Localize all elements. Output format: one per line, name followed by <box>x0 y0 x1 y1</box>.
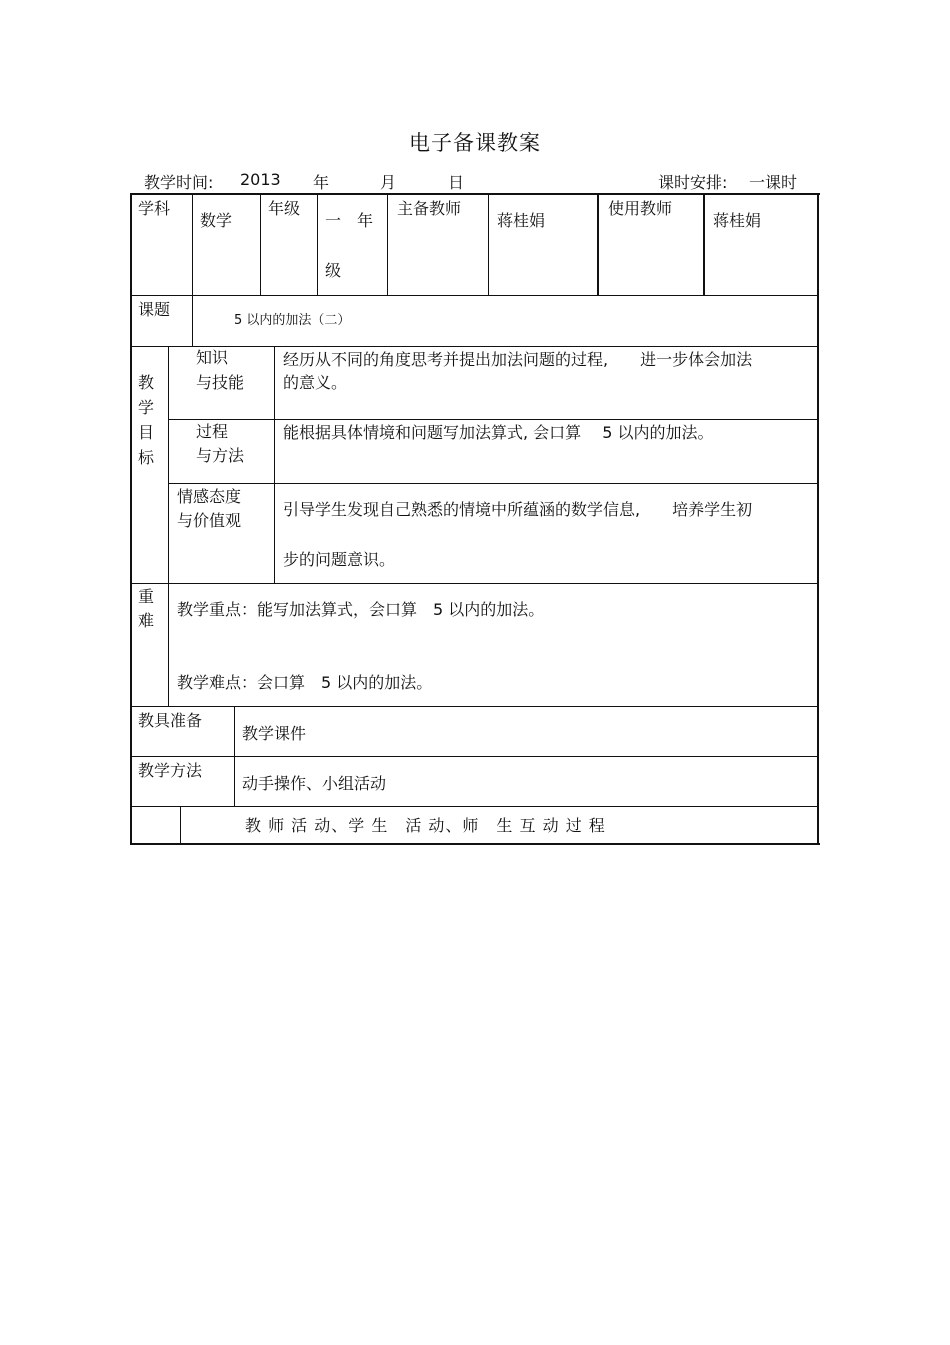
emotion-label-1: 情感态度 <box>177 487 242 506</box>
time-label: 教学时间: <box>144 173 214 192</box>
emotion-text-2: 步的问题意识。 <box>283 550 396 569</box>
grade-value-line1: 一 年 <box>325 211 374 230</box>
grade-label: 年级 <box>268 199 301 218</box>
goals-label-char-1: 教 <box>138 373 155 392</box>
method-label: 教学方法 <box>138 761 203 780</box>
knowledge-text-2: 的意义。 <box>283 373 348 392</box>
year-value: 2013 <box>240 170 281 189</box>
difficult-point-text: 教学难点：会口算 5 以内的加法。 <box>177 673 433 692</box>
key-points-label-2: 难 <box>138 611 155 630</box>
user-teacher-label: 使用教师 <box>608 199 673 218</box>
process-header: 教 师 活 动、学 生 活 动、师 生 互 动 过 程 <box>245 816 606 835</box>
lead-teacher-value: 蒋桂娟 <box>497 211 546 230</box>
knowledge-label-2: 与技能 <box>196 373 245 392</box>
tools-label: 教具准备 <box>138 711 203 730</box>
tools-value: 教学课件 <box>242 724 307 743</box>
knowledge-text-1: 经历从不同的角度思考并提出加法问题的过程, 进一步体会加法 <box>283 350 753 369</box>
emotion-text-1: 引导学生发现自己熟悉的情境中所蕴涵的数学信息, 培养学生初 <box>283 500 753 519</box>
process-label-2: 与方法 <box>196 446 245 465</box>
subject-label: 学科 <box>138 199 171 218</box>
grade-value-line2: 级 <box>325 261 342 280</box>
topic-label: 课题 <box>138 300 171 319</box>
key-points-label-1: 重 <box>138 587 155 606</box>
process-text: 能根据具体情境和问题写加法算式, 会口算 5 以内的加法。 <box>283 423 714 442</box>
key-point-text: 教学重点：能写加法算式，会口算 5 以内的加法。 <box>177 600 545 619</box>
subject-value: 数学 <box>200 211 233 230</box>
method-value: 动手操作、小组活动 <box>242 774 387 793</box>
schedule-label: 课时安排: <box>658 173 728 192</box>
goals-label-char-2: 学 <box>138 398 155 417</box>
emotion-label-2: 与价值观 <box>177 511 242 530</box>
user-teacher-value: 蒋桂娟 <box>713 211 762 230</box>
topic-value: 5 以内的加法（二） <box>234 313 351 328</box>
day-unit: 日 <box>448 173 465 192</box>
lead-teacher-label: 主备教师 <box>397 199 462 218</box>
year-unit: 年 <box>313 173 330 192</box>
process-label-1: 过程 <box>196 422 229 441</box>
goals-label-char-3: 目 <box>138 423 155 442</box>
month-unit: 月 <box>380 173 397 192</box>
knowledge-label-1: 知识 <box>196 348 229 367</box>
goals-label-char-4: 标 <box>138 448 155 467</box>
page-title: 电子备课教案 <box>409 131 541 155</box>
schedule-value: 一课时 <box>749 173 798 192</box>
